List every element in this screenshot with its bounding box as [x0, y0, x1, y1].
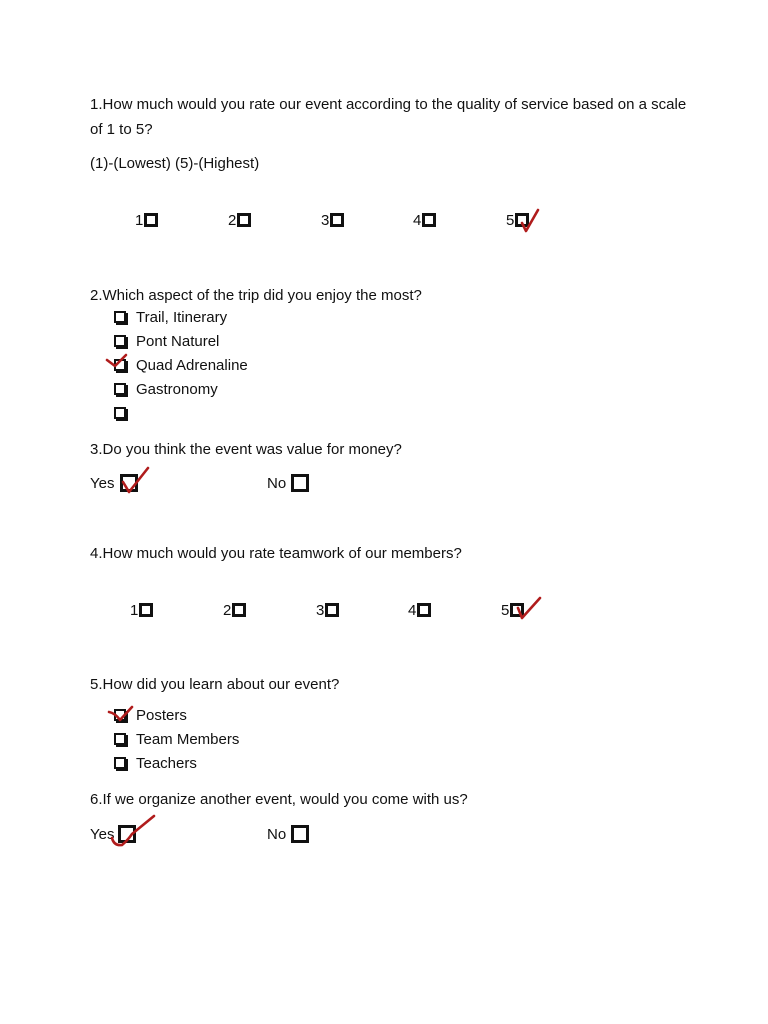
- q4-option-2-label: 2: [223, 602, 232, 619]
- checkbox-icon[interactable]: [114, 311, 126, 323]
- q2-option-quad-label: Quad Adrenaline: [136, 357, 248, 374]
- q1-option-2[interactable]: [228, 212, 251, 229]
- q4-option-5[interactable]: [501, 602, 524, 619]
- question-3-text: 3.Do you think the event was value for money?: [90, 441, 402, 458]
- q2-option-gastronomy-label: Gastronomy: [136, 381, 218, 398]
- q1-option-4-label: 4: [413, 212, 422, 229]
- checkbox-icon[interactable]: [291, 825, 309, 843]
- checkbox-icon[interactable]: [422, 213, 436, 227]
- question-2-text: 2.Which aspect of the trip did you enjoy the most?: [90, 287, 422, 304]
- q1-option-1[interactable]: [135, 212, 158, 229]
- checkbox-icon[interactable]: [114, 757, 126, 769]
- question-5-text: 5.How did you learn about our event?: [90, 676, 340, 693]
- checkbox-icon[interactable]: [114, 383, 126, 395]
- question-1-scale-note: (1)-(Lowest) (5)-(Highest): [90, 155, 260, 172]
- q4-option-1-label: 1: [130, 602, 139, 619]
- q3-no-option[interactable]: [267, 474, 309, 492]
- q2-option-trail[interactable]: [114, 308, 228, 328]
- q2-option-pont[interactable]: [114, 332, 220, 352]
- question-6-text: 6.If we organize another event, would you come with us?: [90, 791, 468, 808]
- q2-option-pont-label: Pont Naturel: [136, 333, 220, 350]
- checkbox-icon[interactable]: [114, 407, 126, 419]
- checkbox-icon[interactable]: [114, 709, 126, 721]
- q6-yes-label: Yes: [90, 826, 115, 843]
- checkbox-icon[interactable]: [114, 359, 126, 371]
- checkbox-icon[interactable]: [144, 213, 158, 227]
- q1-option-3[interactable]: [321, 212, 344, 229]
- q4-option-1[interactable]: [130, 602, 153, 619]
- q4-option-4-label: 4: [408, 602, 417, 619]
- checkbox-icon[interactable]: [237, 213, 251, 227]
- checkbox-icon[interactable]: [417, 603, 431, 617]
- q6-yes-option[interactable]: [90, 825, 136, 843]
- q5-option-team-members-label: Team Members: [136, 731, 240, 748]
- q1-option-1-label: 1: [135, 212, 144, 229]
- q2-option-gastronomy[interactable]: [114, 380, 218, 400]
- checkbox-icon[interactable]: [330, 213, 344, 227]
- q4-option-5-label: 5: [501, 602, 510, 619]
- checkbox-icon[interactable]: [232, 603, 246, 617]
- q5-option-teachers[interactable]: [114, 754, 197, 774]
- q6-no-option[interactable]: [267, 825, 309, 843]
- q3-no-label: No: [267, 475, 287, 492]
- checkbox-icon[interactable]: [515, 213, 529, 227]
- checkbox-icon[interactable]: [139, 603, 153, 617]
- q1-option-4[interactable]: [413, 212, 436, 229]
- q4-option-3[interactable]: [316, 602, 339, 619]
- question-4-text: 4.How much would you rate teamwork of our members?: [90, 545, 462, 562]
- q1-option-3-label: 3: [321, 212, 330, 229]
- q5-option-team-members[interactable]: [114, 730, 240, 750]
- q6-no-label: No: [267, 826, 287, 843]
- q1-option-5-label: 5: [506, 212, 515, 229]
- question-1-text: 1.How much would you rate our event according to the quality of service based on a scale of 1 to 5?: [90, 96, 687, 138]
- q4-option-2[interactable]: [223, 602, 246, 619]
- checkbox-icon[interactable]: [325, 603, 339, 617]
- q5-option-posters[interactable]: [114, 706, 187, 726]
- q3-yes-option[interactable]: [90, 474, 138, 492]
- q4-option-4[interactable]: [408, 602, 431, 619]
- q4-option-3-label: 3: [316, 602, 325, 619]
- q5-option-teachers-label: Teachers: [136, 755, 197, 772]
- q1-option-5[interactable]: [506, 212, 529, 229]
- q2-option-quad[interactable]: [114, 356, 248, 376]
- checkbox-icon[interactable]: [291, 474, 309, 492]
- checkbox-icon[interactable]: [114, 733, 126, 745]
- q5-option-posters-label: Posters: [136, 707, 187, 724]
- q3-yes-label: Yes: [90, 475, 115, 492]
- q2-option-trail-label: Trail, Itinerary: [136, 309, 228, 326]
- checkbox-icon[interactable]: [114, 335, 126, 347]
- q2-option-other[interactable]: [114, 404, 126, 424]
- checkbox-icon[interactable]: [510, 603, 524, 617]
- q1-option-2-label: 2: [228, 212, 237, 229]
- checkbox-icon[interactable]: [118, 825, 136, 843]
- checkbox-icon[interactable]: [120, 474, 138, 492]
